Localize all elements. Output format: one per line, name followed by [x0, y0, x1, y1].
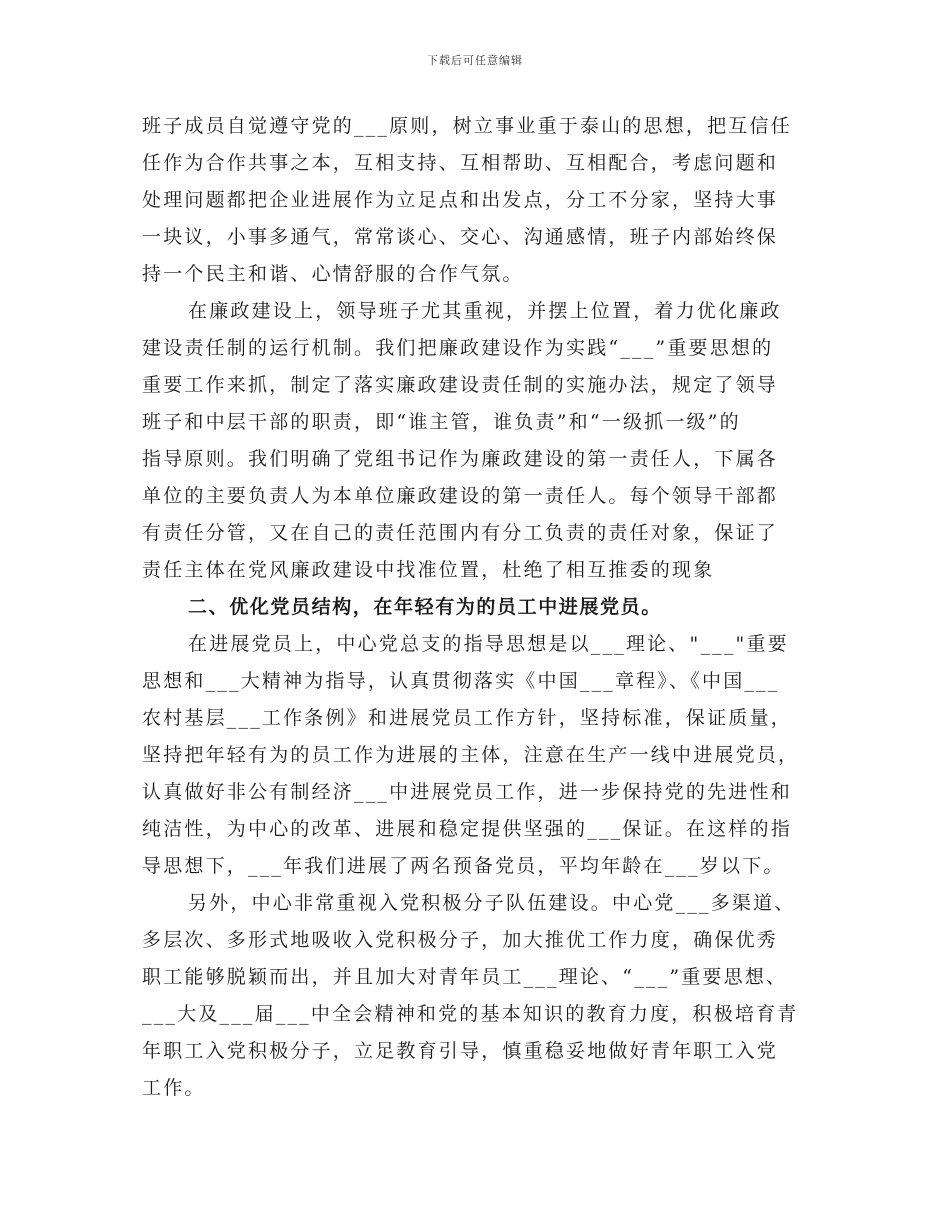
text-line: 导思想下，___年我们进展了两名预备党员，平均年龄在___岁以下。 — [142, 855, 785, 877]
text-line: 另外，中心非常重视入党积极分子队伍建设。中心党___多渠道、 — [188, 892, 796, 914]
text-line: 责任主体在党风廉政建设中找准位置，杜绝了相互推委的现象 — [142, 559, 715, 581]
text-line: 重要工作来抓，制定了落实廉政建设责任制的实施办法，规定了领导 — [142, 374, 779, 396]
text-line: 有责任分管，又在自己的责任范围内有分工负责的责任对象，保证了 — [142, 522, 779, 544]
text-line: 工作。 — [142, 1077, 206, 1099]
text-line: 单位的主要负责人为本单位廉政建设的第一责任人。每个领导干部都 — [142, 485, 779, 507]
text-line: 指导原则。我们明确了党组书记作为廉政建设的第一责任人，下属各 — [142, 448, 779, 470]
text-line: 职工能够脱颖而出，并且加大对青年员工___理论、“___”重要思想、 — [142, 966, 788, 988]
text-line: 班子和中层干部的职责，即“谁主管，谁负责”和“一级抓一级”的 — [142, 411, 741, 433]
text-line: 认真做好非公有制经济___中进展党员工作，进一步保持党的先进性和 — [142, 781, 792, 803]
text-line: 任作为合作共事之本，互相支持、互相帮助、互相配合，考虑问题和 — [142, 152, 779, 174]
section-heading: 二、优化党员结构，在年轻有为的员工中进展党员。 — [188, 596, 662, 618]
text-line: 在廉政建设上，领导班子尤其重视，并摆上位置，着力优化廉政 — [188, 300, 782, 322]
text-line: 处理问题都把企业进展作为立足点和出发点，分工不分家，坚持大事 — [142, 189, 779, 211]
text-line: 多层次、多形式地吸收入党积极分子，加大推优工作力度，确保优秀 — [142, 929, 779, 951]
text-line: 在进展党员上，中心党总支的指导思想是以___理论、"___"重要 — [188, 633, 789, 655]
text-line: 思想和___大精神为指导，认真贯彻落实《中国___章程》、《中国___ — [142, 670, 780, 692]
text-line: 坚持把年轻有为的员工作为进展的主体，注意在生产一线中进展党员， — [142, 744, 800, 766]
text-line: 年职工入党积极分子，立足教育引导，慎重稳妥地做好青年职工入党 — [142, 1040, 779, 1062]
text-line: 持一个民主和谐、心情舒服的合作气氛。 — [142, 263, 524, 285]
text-line: 班子成员自觉遵守党的___原则，树立事业重于泰山的思想，把互信任 — [142, 115, 792, 137]
page-header: 下载后可任意编辑 — [427, 54, 523, 67]
text-line: ___大及___届___中全会精神和党的基本知识的教育力度，积极培育青 — [142, 1003, 799, 1025]
text-line: 纯洁性，为中心的改革、进展和稳定提供坚强的___保证。在这样的指 — [142, 818, 792, 840]
text-line: 一块议，小事多通气，常常谈心、交心、沟通感情，班子内部始终保 — [142, 226, 779, 248]
text-line: 农村基层___工作条例》和进展党员工作方针，坚持标准，保证质量， — [142, 707, 792, 729]
text-line: 建设责任制的运行机制。我们把廉政建设作为实践“___”重要思想的 — [142, 337, 774, 359]
